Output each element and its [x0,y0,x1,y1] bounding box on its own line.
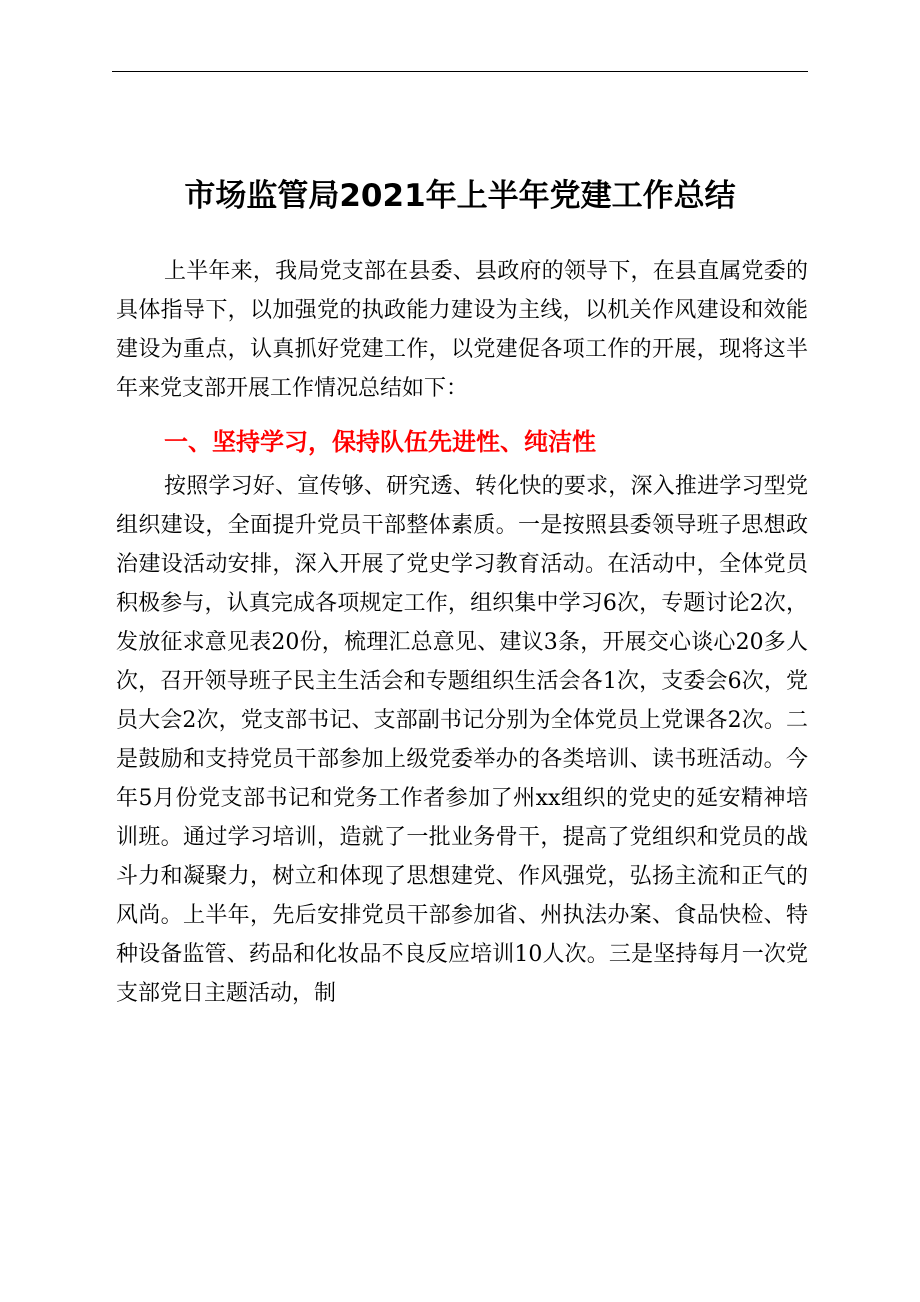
document-title: 市场监管局2021年上半年党建工作总结 [184,178,736,214]
section-1-paragraph: 按照学习好、宣传够、研究透、转化快的要求，深入推进学习型党组织建设，全面提升党员干部整体素质。一是按照县委领导班子思想政治建设活动安排，深入开展了党史学习教育活动。在活动中，全体党员积极参与，认真完成各项规定工作，组织集中学习6次，专题讨论2次，发放征求意见表20份，梳理汇总意见、建议3条，开展交心谈心20多人次，召开领导班子民主生活会和专题组织生活会各1次，支委会6次，党员大会2次，党支部书记、支部副书记分别为全体党员上党课各2次。二是鼓励和支持党员干部参加上级党委举办的各类培训、读书班活动。今年5月份党支部书记和党务工作者参加了州xx组织的党史的延安精神培训班。通过学习培训，造就了一批业务骨干，提高了党组织和党员的战斗力和凝聚力，树立和体现了思想建党、作风强党，弘扬主流和正气的风尚。上半年，先后安排党员干部参加省、州执法办案、食品快检、特种设备监管、药品和化妆品不良反应培训10人次。三是坚持每月一次党支部党日主题活动，制 [116,474,808,1006]
intro-paragraph: 上半年来，我局党支部在县委、县政府的领导下，在县直属党委的具体指导下，以加强党的执政能力建设为主线，以机关作风建设和效能建设为重点，认真抓好党建工作，以党建促各项工作的开展，现将这半年来党支部开展工作情况总结如下： [116,259,808,401]
header-rule [112,71,808,72]
section-heading-1: 一、坚持学习，保持队伍先进性、纯洁性 [164,428,596,456]
